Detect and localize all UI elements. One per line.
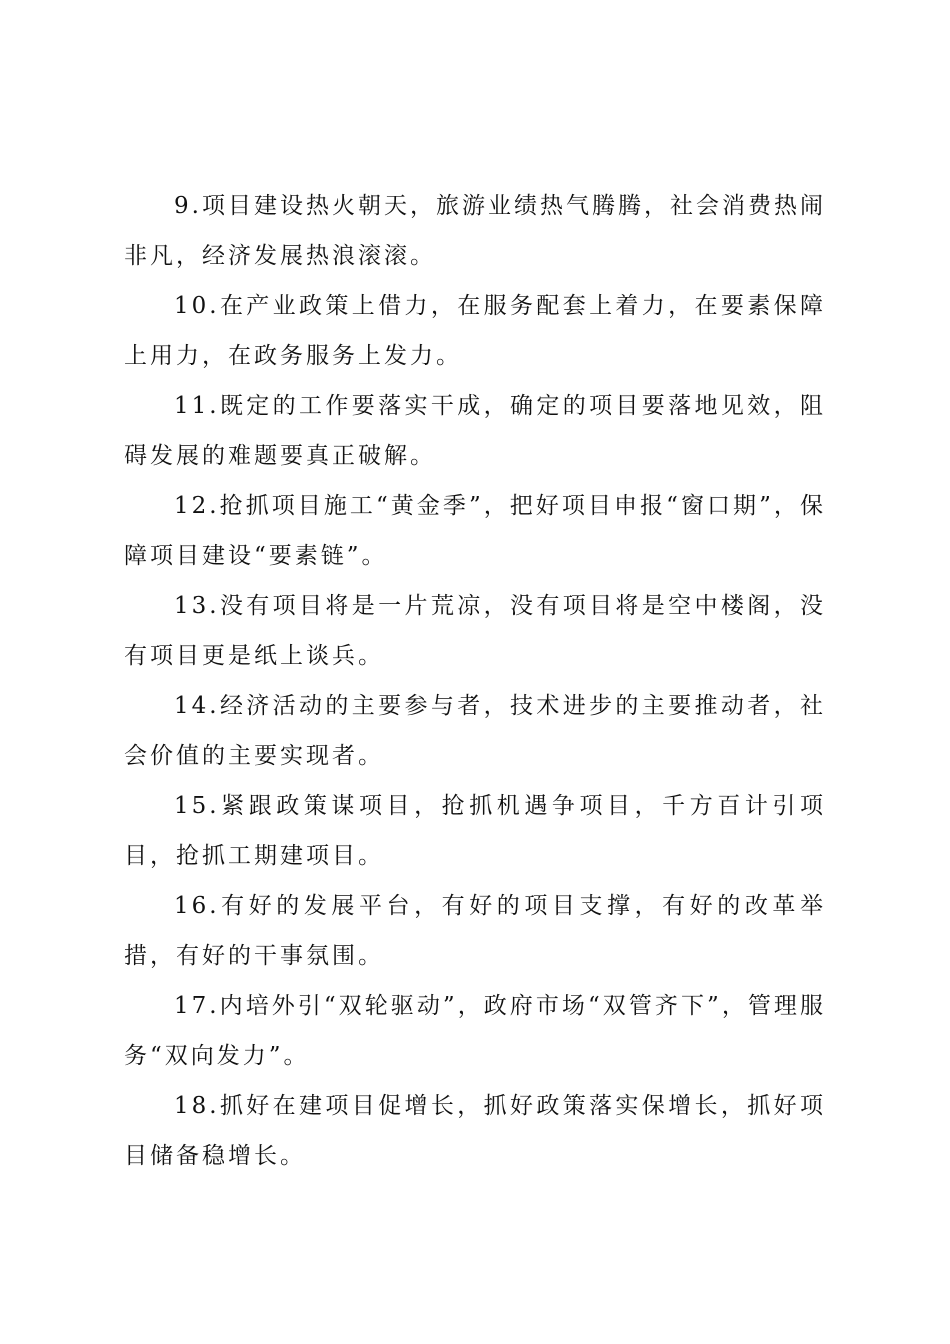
paragraph-14: 14.经济活动的主要参与者，技术进步的主要推动者，社会价值的主要实现者。 bbox=[124, 693, 826, 769]
paragraph-18: 18.抓好在建项目促增长，抓好政策落实保增长，抓好项目储备稳增长。 bbox=[124, 1093, 826, 1169]
paragraph-11: 11.既定的工作要落实干成，确定的项目要落地见效，阻碍发展的难题要真正破解。 bbox=[124, 393, 826, 469]
paragraph-13: 13.没有项目将是一片荒凉，没有项目将是空中楼阁，没有项目更是纸上谈兵。 bbox=[124, 593, 826, 669]
paragraph-16: 16.有好的发展平台，有好的项目支撑，有好的改革举措，有好的干事氛围。 bbox=[124, 893, 826, 969]
paragraph-9: 9.项目建设热火朝天，旅游业绩热气腾腾，社会消费热闹非凡，经济发展热浪滚滚。 bbox=[124, 193, 826, 269]
paragraph-10: 10.在产业政策上借力，在服务配套上着力，在要素保障上用力，在政务服务上发力。 bbox=[124, 293, 826, 369]
document-body bbox=[124, 181, 826, 1181]
paragraph-15: 15.紧跟政策谋项目，抢抓机遇争项目，千方百计引项目，抢抓工期建项目。 bbox=[124, 793, 826, 869]
paragraph-12: 12.抢抓项目施工“黄金季”，把好项目申报“窗口期”，保障项目建设“要素链”。 bbox=[124, 493, 826, 569]
paragraph-17: 17.内培外引“双轮驱动”，政府市场“双管齐下”，管理服务“双向发力”。 bbox=[124, 993, 826, 1069]
